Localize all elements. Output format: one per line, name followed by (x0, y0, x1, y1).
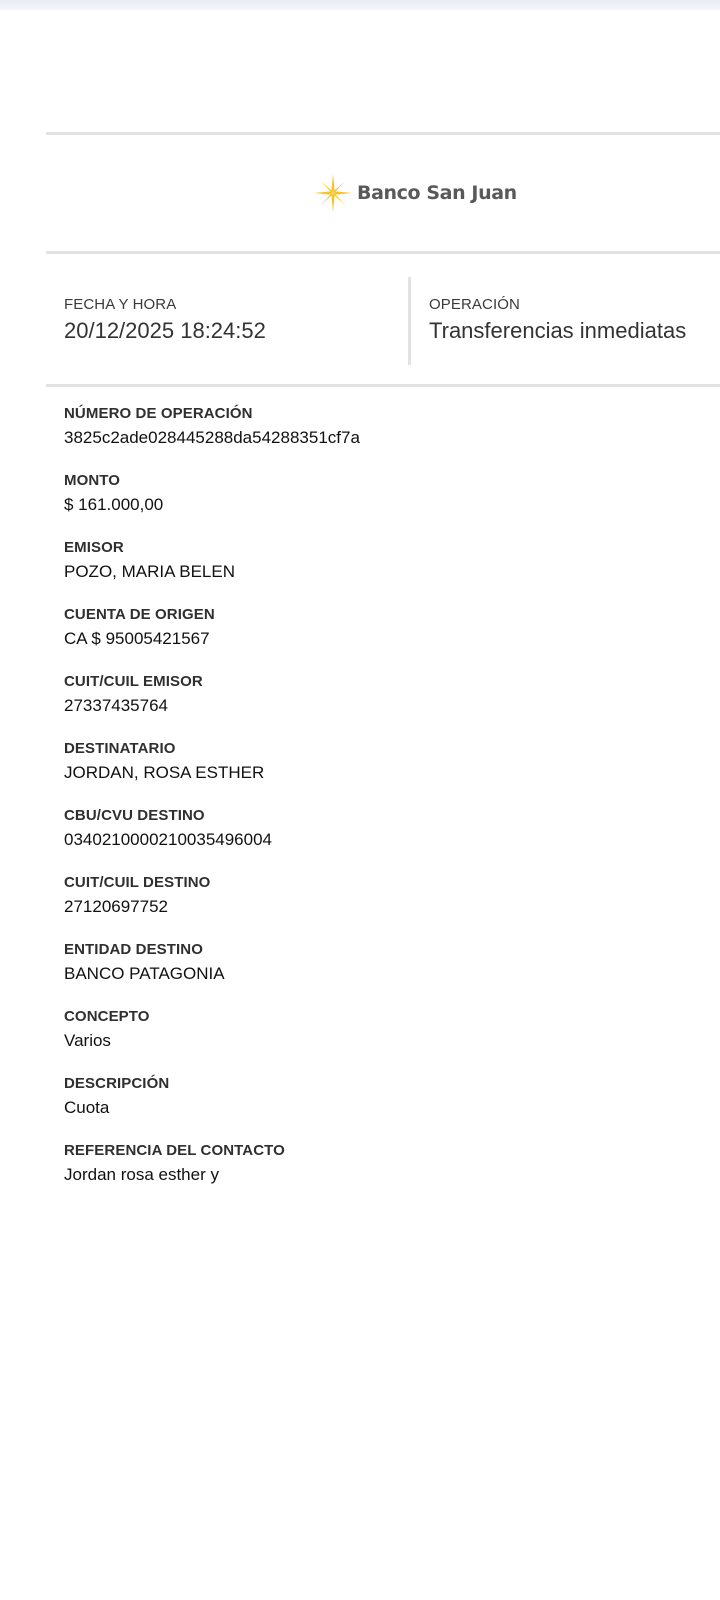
field-label: DESCRIPCIÓN (64, 1075, 170, 1092)
operation-block (429, 296, 686, 344)
field-label: EMISOR (64, 539, 124, 556)
field-value: Cuota (64, 1098, 110, 1117)
field-label: CBU/CVU DESTINO (64, 807, 205, 824)
field-value: 27120697752 (64, 897, 169, 916)
field-label: CONCEPTO (64, 1008, 150, 1025)
field-value: CA $ 95005421567 (64, 629, 210, 648)
summary-separator (408, 277, 411, 365)
operation-label: OPERACIÓN (429, 296, 520, 313)
field-value: Jordan rosa esther y (64, 1165, 219, 1184)
bank-name: Banco San Juan (357, 182, 517, 204)
field-label: CUENTA DE ORIGEN (64, 606, 215, 623)
field-value: JORDAN, ROSA ESTHER (64, 763, 265, 782)
field-label: CUIT/CUIL DESTINO (64, 874, 211, 891)
field-amount (64, 472, 704, 539)
field-label: NÚMERO DE OPERACIÓN (64, 405, 253, 422)
date-time-label: FECHA Y HORA (64, 296, 177, 313)
field-label: DESTINATARIO (64, 740, 176, 757)
operation-value: Transferencias inmediatas (429, 318, 687, 343)
field-label: ENTIDAD DESTINO (64, 941, 204, 958)
field-operation-number (64, 405, 704, 472)
field-destination-cbu (64, 807, 704, 874)
field-destination-bank (64, 941, 704, 1008)
field-sender (64, 539, 704, 606)
field-recipient (64, 740, 704, 807)
date-time-block (64, 296, 266, 344)
field-label: MONTO (64, 472, 121, 489)
field-value: POZO, MARIA BELEN (64, 562, 235, 581)
field-label: REFERENCIA DEL CONTACTO (64, 1142, 285, 1159)
field-label: CUIT/CUIL EMISOR (64, 673, 203, 690)
field-value: $ 161.000,00 (64, 495, 164, 514)
field-contact-reference (64, 1142, 704, 1209)
field-concept (64, 1008, 704, 1075)
top-edge-shadow (0, 0, 720, 10)
divider-summary (46, 384, 720, 387)
field-origin-account (64, 606, 704, 673)
transfer-details (64, 405, 704, 1209)
field-sender-cuit (64, 673, 704, 740)
field-value: 3825c2ade028445288da54288351cf7a (64, 428, 360, 447)
field-value: 27337435764 (64, 696, 169, 715)
field-destination-cuit (64, 874, 704, 941)
sun-star-icon (313, 173, 353, 213)
divider-top (46, 132, 720, 135)
field-value: BANCO PATAGONIA (64, 964, 225, 983)
field-value: 0340210000210035496004 (64, 830, 273, 849)
date-time-value: 20/12/2025 18:24:52 (64, 318, 266, 343)
field-description (64, 1075, 704, 1142)
bank-logo (313, 173, 517, 213)
field-value: Varios (64, 1031, 111, 1050)
divider-header (46, 251, 720, 254)
